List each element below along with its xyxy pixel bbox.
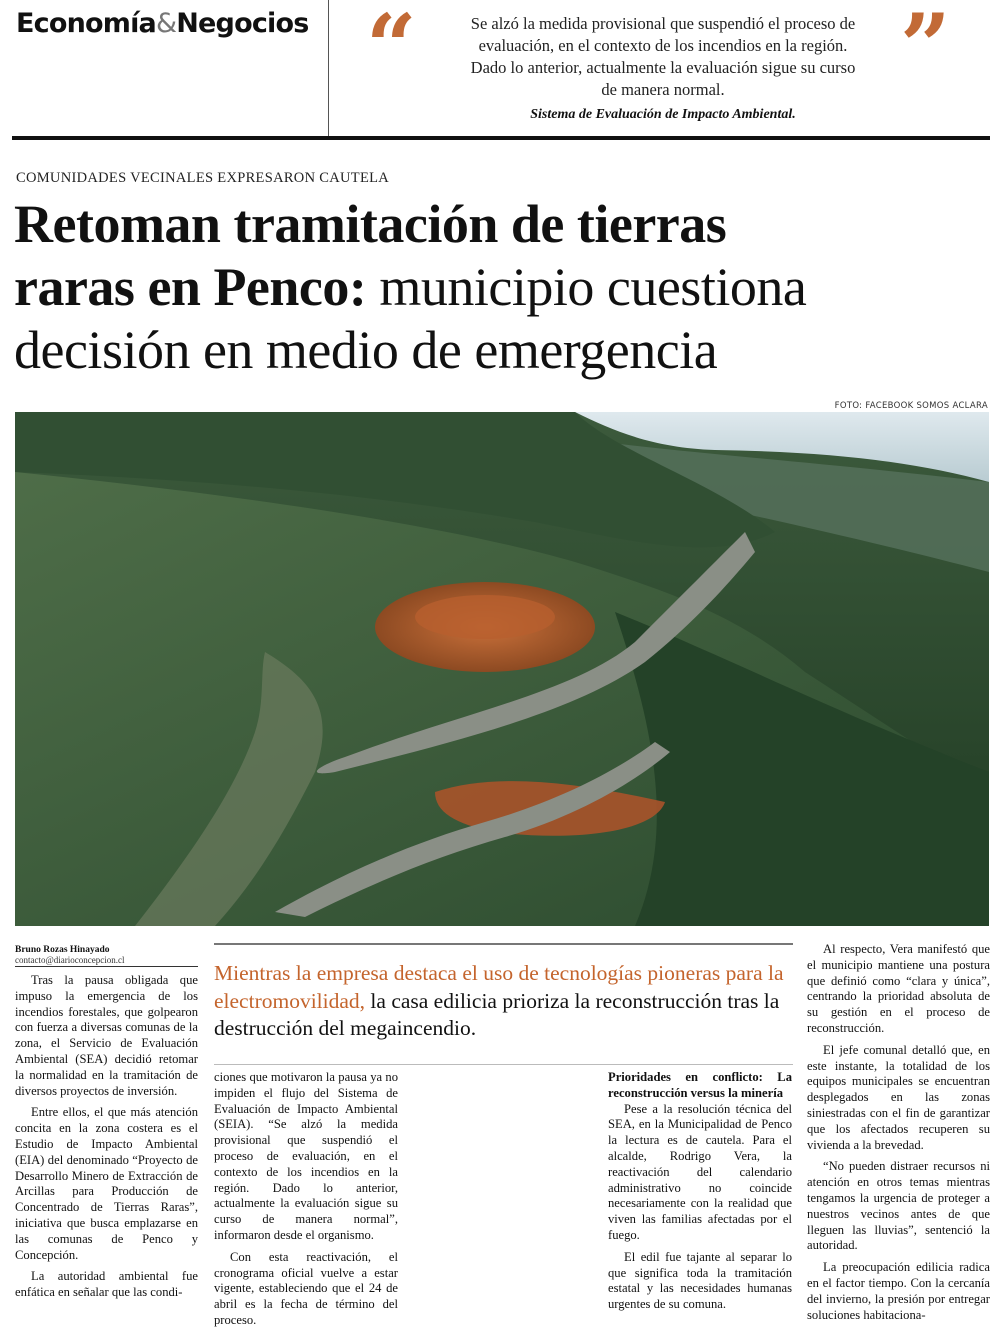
paragraph: ciones que motivaron la pausa ya no impiden el flujo del Sistema de Evaluación de Impacto Ambiental (SEIA). “Se alzó la medida provisional que suspendió el proceso de evaluación, en el contexto de los incendios en la región. Dado lo anterior, actualmente la evaluación sigue su curso de manera normal”, informaron desde el organismo. bbox=[214, 1070, 398, 1242]
header-quote-source: Sistema de Evaluación de Impacto Ambiental. bbox=[530, 107, 796, 122]
header-divider bbox=[328, 0, 329, 136]
header-quote-line: Se alzó la medida provisional que suspendió el proceso de bbox=[470, 14, 856, 33]
top-rule bbox=[12, 136, 990, 140]
section-title-sub: Negocios bbox=[176, 8, 309, 39]
aerial-forest-illustration bbox=[15, 412, 989, 926]
article-column-4 bbox=[807, 942, 990, 1322]
headline-regular-line-3: decisión en medio de emergencia bbox=[14, 320, 718, 380]
header-quote bbox=[430, 13, 896, 101]
section-title-amp: & bbox=[155, 8, 177, 39]
pullquote bbox=[214, 960, 794, 1043]
article-column-3 bbox=[608, 1070, 792, 1312]
article-column-1 bbox=[15, 973, 198, 1303]
section-title-main: Economía bbox=[16, 8, 156, 39]
header-quote-line: de manera normal. bbox=[601, 80, 725, 99]
paragraph: Al respecto, Vera manifestó que el municipio mantiene una postura que definió como “clara y única”, centrando la prioridad absoluta de su gestión en el proceso de reconstrucción. bbox=[807, 942, 990, 1035]
paragraph: Con esta reactivación, el cronograma oficial vuelve a estar vigente, estableciendo que el 24 de abril es la fecha de término del proceso. bbox=[214, 1249, 398, 1327]
open-quote-icon: “ bbox=[366, 0, 417, 98]
paragraph: Tras la pausa obligada que impuso la emergencia de los incendios forestales, que golpearon con fuerza a diversas comunas de la zona, el Servicio de Evaluación Ambiental (SEA) decidió retomar la normalidad en la tramitación de diversos proyectos de inversión. bbox=[15, 973, 198, 1098]
aerial-forest-photo bbox=[15, 412, 989, 926]
byline-email[interactable]: contacto@diarioconcepcion.cl bbox=[15, 955, 125, 965]
paragraph: “No pueden distraer recursos ni atención en otros temas mientras tengamos la urgencia de proteger a nuestros vecinos antes de que lleguen las lluvias”, sentenció la autoridad. bbox=[807, 1159, 990, 1253]
kicker: COMUNIDADES VECINALES EXPRESARON CAUTELA bbox=[16, 170, 390, 186]
pullquote-accent: Mientras la empresa destaca el uso de tecnologías pioneras para la electromovilidad, bbox=[214, 961, 784, 1013]
paragraph: La autoridad ambiental fue enfática en señalar que las condi- bbox=[15, 1269, 198, 1300]
pullquote-rule-bottom bbox=[214, 1064, 793, 1065]
article-column-2 bbox=[214, 1070, 398, 1327]
byline-name: Bruno Rozas Hinayado bbox=[15, 945, 110, 955]
headline-regular-line-2: municipio cuestiona bbox=[366, 257, 807, 317]
headline-bold-line-2: raras en Penco: bbox=[14, 257, 367, 317]
close-quote-icon: ” bbox=[900, 0, 951, 98]
paragraph: Pese a la resolución técnica del SEA, en la Municipalidad de Penco la lectura es de cautela. Para el alcalde, Rodrigo Vera, la reactivación del calendario administrativo no coincide necesariamente con la realidad que viven las familias afectadas por el fuego. bbox=[608, 1101, 792, 1242]
headline-bold-line-1: Retoman tramitación de tierras bbox=[14, 194, 727, 254]
header-quote-line: evaluación, en el contexto de los incendios en la región. bbox=[478, 36, 848, 55]
paragraph: La preocupación edilicia radica en el factor tiempo. Con la cercanía del invierno, la presión por entregar soluciones habitaciona- bbox=[807, 1260, 990, 1322]
paragraph: El jefe comunal detalló que, en este instante, la totalidad de los equipos municipales se encuentran desplegados en las zonas siniestradas con el fin de garantizar que los afectados recuperen su vivienda a la brevedad. bbox=[807, 1042, 990, 1152]
header-quote-line: Dado lo anterior, actualmente la evaluación sigue su curso bbox=[470, 58, 856, 77]
pullquote-rule-top bbox=[214, 943, 793, 945]
photo-credit: FOTO: FACEBOOK SOMOS ACLARA bbox=[834, 401, 988, 411]
pullquote-rest: la casa edilicia prioriza la reconstrucción tras la destrucción del megaincendio. bbox=[214, 988, 780, 1040]
byline-rule bbox=[15, 966, 198, 967]
headline bbox=[14, 193, 994, 382]
paragraph: Entre ellos, el que más atención concita en la zona costera es el Estudio de Impacto Ambiental (EIA) del denominado “Proyecto de Desarrollo Minero de Extracción de Arcillas para Producción de Concentrado de Tierras Raras”, iniciativa que busca emplazarse en las comunas de Penco y Concepción. bbox=[15, 1105, 198, 1262]
section-subhead: Prioridades en conflicto: La reconstrucción versus la minería bbox=[608, 1070, 792, 1100]
section-title bbox=[16, 8, 309, 39]
paragraph: El edil fue tajante al separar lo que significa toda la tramitación estatal y las necesidades humanas urgentes de su comuna. bbox=[608, 1249, 792, 1312]
